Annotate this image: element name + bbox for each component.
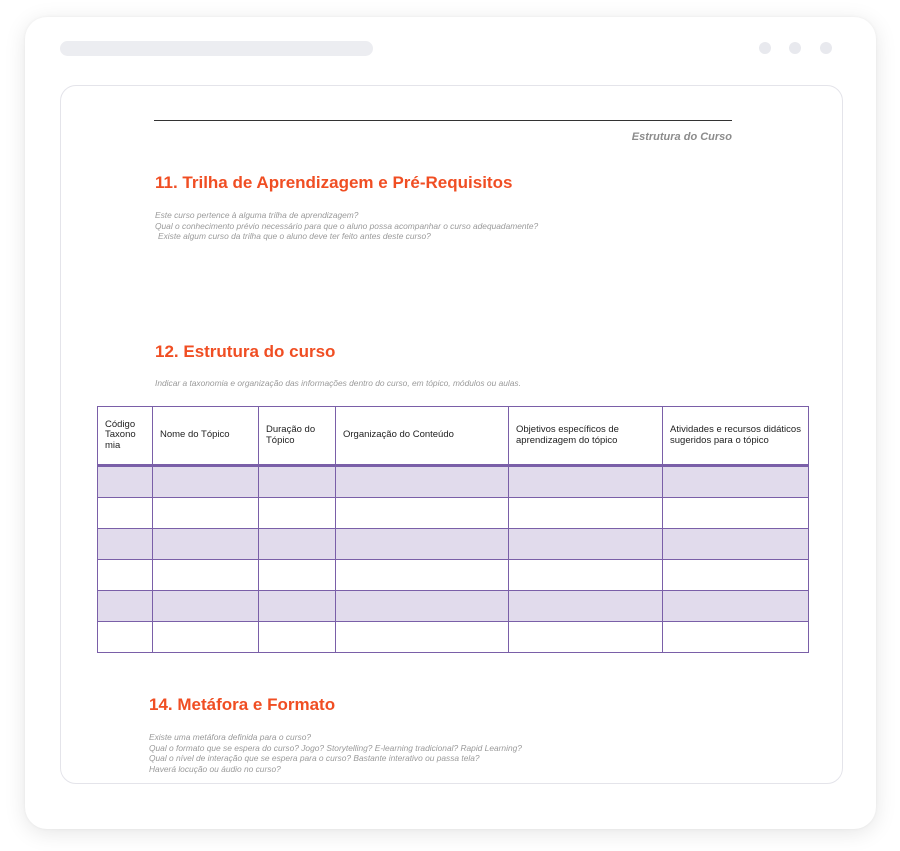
table-cell[interactable]	[259, 529, 336, 560]
table-cell[interactable]	[153, 498, 259, 529]
column-header: Atividades e recursos didáticos sugeridos para o tópico	[663, 407, 809, 466]
section-11-description	[155, 210, 538, 242]
table-cell[interactable]	[259, 466, 336, 498]
table-cell[interactable]	[336, 529, 509, 560]
table-cell[interactable]	[663, 591, 809, 622]
document-page	[61, 86, 842, 783]
column-header: Nome do Tópico	[153, 407, 259, 466]
table-cell[interactable]	[509, 529, 663, 560]
section-14-line: Existe uma metáfora definida para o curso?	[149, 732, 312, 742]
document-viewport[interactable]	[60, 85, 843, 784]
table-cell[interactable]	[509, 622, 663, 653]
table-cell[interactable]	[98, 466, 153, 498]
running-header: Estrutura do Curso	[631, 131, 732, 143]
column-header: Organização do Conteúdo	[336, 407, 509, 466]
table-cell[interactable]	[153, 560, 259, 591]
column-header: Objetivos específicos de aprendizagem do tópico	[509, 407, 663, 466]
table-row	[98, 529, 809, 560]
window-control-dot[interactable]	[759, 42, 771, 54]
section-11-line: Este curso pertence à alguma trilha de aprendizagem?	[155, 210, 359, 220]
table-cell[interactable]	[336, 498, 509, 529]
window-control-dot[interactable]	[789, 42, 801, 54]
table-cell[interactable]	[336, 466, 509, 498]
table-cell[interactable]	[509, 466, 663, 498]
table-cell[interactable]	[663, 622, 809, 653]
table-cell[interactable]	[259, 498, 336, 529]
section-12-description	[155, 378, 521, 389]
table-cell[interactable]	[98, 560, 153, 591]
header-rule	[154, 120, 732, 121]
table-cell[interactable]	[259, 591, 336, 622]
section-14-line: Haverá locução ou áudio no curso?	[149, 763, 281, 774]
table-cell[interactable]	[98, 591, 153, 622]
table-cell[interactable]	[663, 560, 809, 591]
table-cell[interactable]	[153, 466, 259, 498]
table-cell[interactable]	[509, 498, 663, 529]
table-cell[interactable]	[509, 591, 663, 622]
table-cell[interactable]	[336, 622, 509, 653]
table-cell[interactable]	[98, 622, 153, 653]
section-title-14: 14. Metáfora e Formato	[149, 695, 336, 714]
table-row	[98, 560, 809, 591]
section-14-line: Qual o formato que se espera do curso? Jogo? Storytelling? E-learning tradicional? Rapid Learning?	[149, 742, 522, 753]
table-cell[interactable]	[259, 622, 336, 653]
table-cell[interactable]	[663, 529, 809, 560]
table-row	[98, 591, 809, 622]
section-11-line: Existe algum curso da trilha que o aluno deve ter feito antes deste curso?	[158, 231, 431, 241]
table-cell[interactable]	[98, 498, 153, 529]
table-body	[98, 466, 809, 653]
table-cell[interactable]	[509, 560, 663, 591]
table-row	[98, 622, 809, 653]
section-14-description	[149, 732, 522, 774]
window-control-dot[interactable]	[820, 42, 832, 54]
table-cell[interactable]	[663, 466, 809, 498]
table-cell[interactable]	[259, 560, 336, 591]
table-cell[interactable]	[336, 560, 509, 591]
table-header-row	[98, 407, 809, 466]
section-12-line: Indicar a taxonomia e organização das informações dentro do curso, em tópico, módulos ou aulas.	[155, 378, 521, 388]
table-row	[98, 466, 809, 498]
section-11-line: Qual o conhecimento prévio necessário para que o aluno possa acompanhar o curso adequadamente?	[155, 220, 539, 231]
table-cell[interactable]	[153, 591, 259, 622]
table-cell[interactable]	[153, 529, 259, 560]
column-header: Código Taxono mia	[98, 407, 153, 466]
section-title-11: 11. Trilha de Aprendizagem e Pré-Requisitos	[155, 173, 513, 192]
table-cell[interactable]	[153, 622, 259, 653]
section-14-line: Qual o nível de interação que se espera para o curso? Bastante interativo ou passa tela?	[149, 753, 480, 763]
browser-window	[25, 17, 876, 829]
table-cell[interactable]	[663, 498, 809, 529]
section-title-12: 12. Estrutura do curso	[155, 342, 336, 361]
table-cell[interactable]	[98, 529, 153, 560]
course-structure-table	[97, 406, 809, 653]
table-cell[interactable]	[336, 591, 509, 622]
table-row	[98, 498, 809, 529]
column-header: Duração do Tópico	[259, 407, 336, 466]
address-bar[interactable]	[60, 41, 373, 56]
